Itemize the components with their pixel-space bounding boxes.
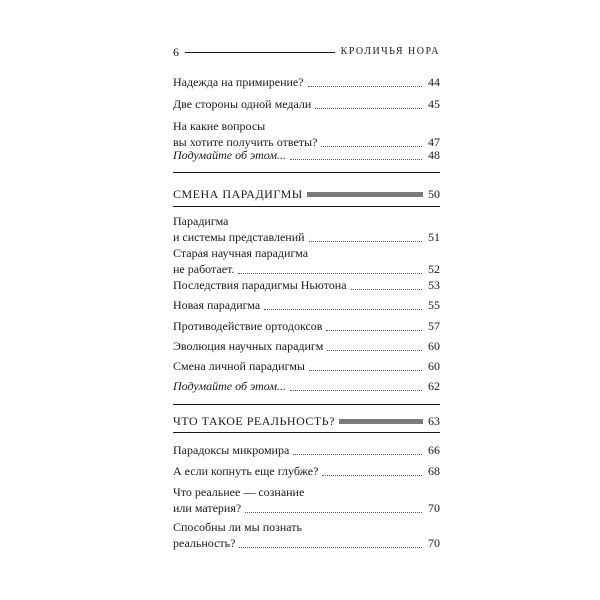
leader-dots xyxy=(309,370,422,371)
section-heading xyxy=(173,186,440,202)
section-bar xyxy=(339,419,423,424)
header-rule xyxy=(185,52,335,53)
toc-entry-title: Смена личной парадигмы xyxy=(173,359,305,373)
section-divider xyxy=(173,432,440,433)
toc-entry-page: 55 xyxy=(428,298,440,312)
leader-dots xyxy=(308,86,422,87)
toc-entry xyxy=(173,519,440,551)
toc-entry xyxy=(173,318,440,334)
toc-entry-title: Надежда на примирение? xyxy=(173,75,304,89)
toc-entry-title: Парадоксы микромира xyxy=(173,443,290,457)
leader-dots xyxy=(290,159,422,160)
section-bar xyxy=(307,192,423,197)
running-head xyxy=(173,44,440,60)
toc-entry-title: На какие вопросы xyxy=(173,119,266,133)
toc-entry-title-cont: не работает. xyxy=(173,262,235,276)
toc-entry-page: 70 xyxy=(428,536,440,550)
section-divider xyxy=(173,404,440,405)
section-title: СМЕНА ПАРАДИГМЫ xyxy=(173,186,303,201)
toc-entry-title: Подумайте об этом... xyxy=(173,379,286,393)
toc-entry xyxy=(173,245,440,277)
toc-entry-title: А если копнуть еще глубже? xyxy=(173,464,319,478)
toc-entry-title: Подумайте об этом... xyxy=(173,148,286,162)
toc-entry-title: Старая научная парадигма xyxy=(173,246,309,260)
toc-entry xyxy=(173,297,440,313)
toc-entry-title: Противодействие ортодоксов xyxy=(173,319,323,333)
toc-entry-title-cont: и системы представлений xyxy=(173,230,305,244)
toc-entry-page: 47 xyxy=(428,135,440,149)
leader-dots xyxy=(264,309,422,310)
toc-entry-title-cont: реальность? xyxy=(173,536,236,550)
toc-entry-page: 70 xyxy=(428,501,440,515)
toc-entry xyxy=(173,118,440,150)
toc-entry-title: Парадигма xyxy=(173,214,229,228)
toc-entry-page: 68 xyxy=(428,464,440,478)
toc-entry-title: Новая парадигма xyxy=(173,298,261,312)
section-divider xyxy=(173,206,440,207)
toc-entry-page: 53 xyxy=(428,278,440,292)
toc-entry xyxy=(173,338,440,354)
toc-entry-title-cont: вы хотите получить ответы? xyxy=(173,135,318,149)
toc-entry-page: 60 xyxy=(428,359,440,373)
leader-dots xyxy=(326,330,422,331)
section-page: 50 xyxy=(428,186,440,201)
toc-entry xyxy=(173,147,440,163)
section-heading xyxy=(173,413,440,429)
toc-entry xyxy=(173,213,440,245)
toc-entry-title-cont: или материя? xyxy=(173,501,242,515)
toc-entry-page: 60 xyxy=(428,339,440,353)
leader-dots xyxy=(309,241,422,242)
section-page: 63 xyxy=(428,413,440,428)
leader-dots xyxy=(290,390,422,391)
toc-entry-page: 52 xyxy=(428,262,440,276)
leader-dots xyxy=(245,512,422,513)
toc-entry-title: Эволюция научных парадигм xyxy=(173,339,324,353)
section-divider xyxy=(173,172,440,173)
leader-dots xyxy=(322,475,422,476)
leader-dots xyxy=(351,289,422,290)
leader-dots xyxy=(238,273,422,274)
page-number: 6 xyxy=(173,45,179,59)
leader-dots xyxy=(293,454,422,455)
toc-entry xyxy=(173,96,440,112)
toc-entry xyxy=(173,463,440,479)
toc-entry-title: Последствия парадигмы Ньютона xyxy=(173,278,347,292)
toc-entry xyxy=(173,277,440,293)
toc-entry-page: 66 xyxy=(428,443,440,457)
toc-entry-title: Что реальнее — сознание xyxy=(173,485,305,499)
toc-entry-page: 48 xyxy=(428,148,440,162)
leader-dots xyxy=(315,108,422,109)
toc-entry xyxy=(173,442,440,458)
toc-entry xyxy=(173,378,440,394)
toc-entry xyxy=(173,358,440,374)
toc-entry-page: 62 xyxy=(428,379,440,393)
toc-entry xyxy=(173,74,440,90)
section-title: ЧТО ТАКОЕ РЕАЛЬНОСТЬ? xyxy=(173,413,335,428)
toc-entry-page: 44 xyxy=(428,75,440,89)
book-title: КРОЛИЧЬЯ НОРА xyxy=(340,46,440,57)
toc-entry-page: 57 xyxy=(428,319,440,333)
leader-dots xyxy=(239,547,422,548)
leader-dots xyxy=(327,350,422,351)
toc-entry xyxy=(173,484,440,516)
toc-entry-title: Две стороны одной медали xyxy=(173,97,312,111)
toc-entry-page: 45 xyxy=(428,97,440,111)
toc-entry-page: 51 xyxy=(428,230,440,244)
toc-entry-title: Способны ли мы познать xyxy=(173,520,303,534)
